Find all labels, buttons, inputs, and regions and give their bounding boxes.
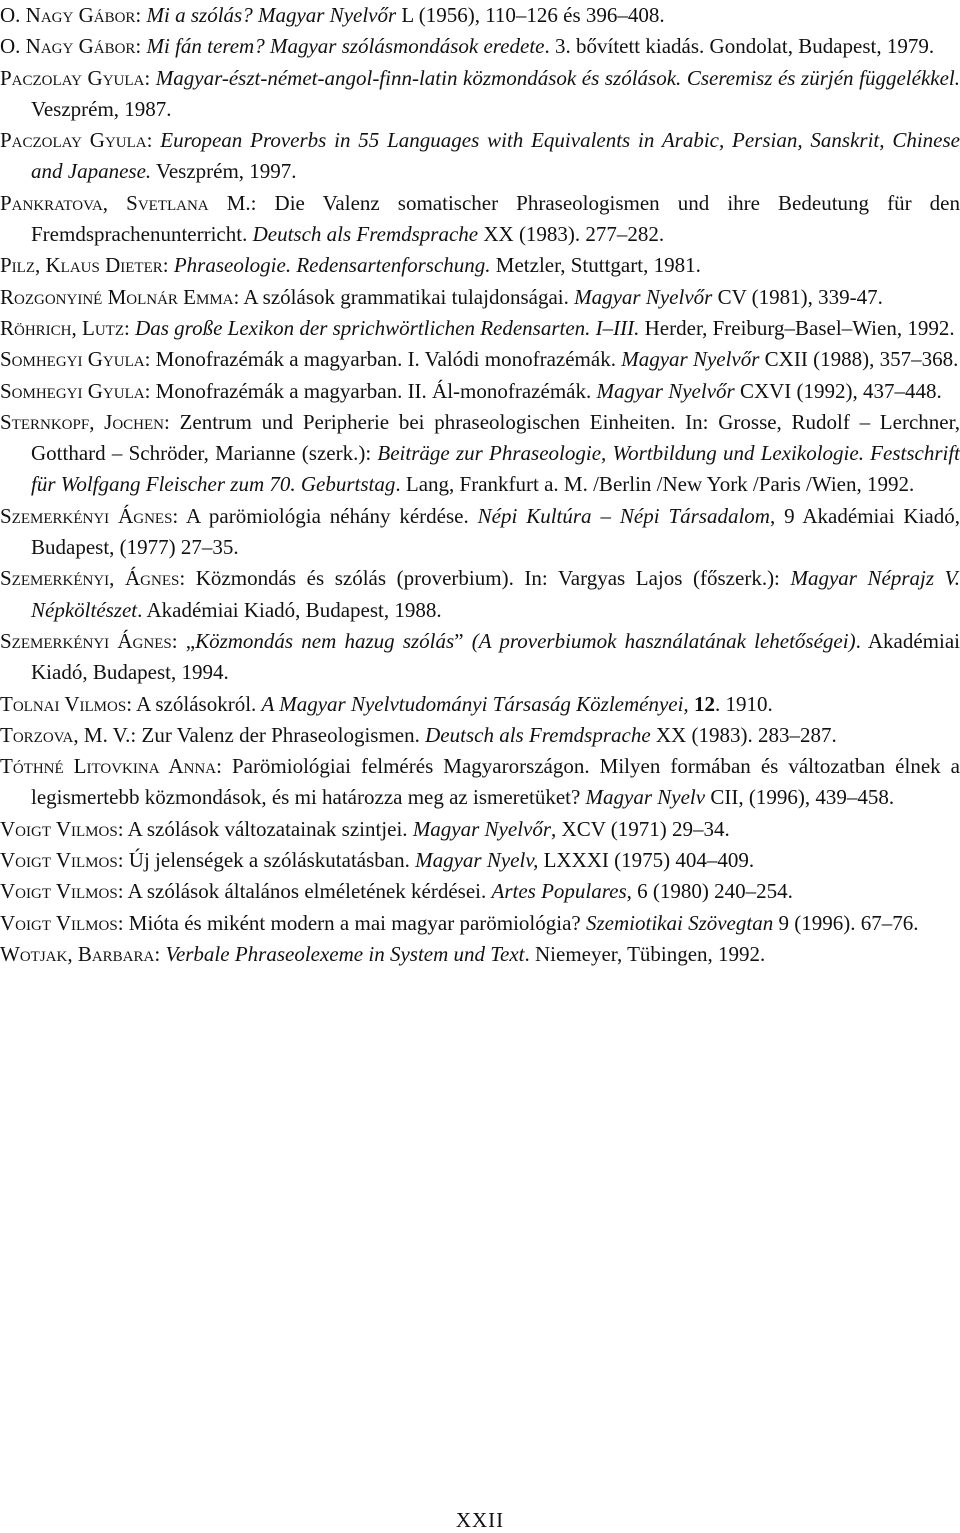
reference-text: : A parömiológia néhány kérdése. xyxy=(172,503,478,528)
reference-title: Népi Kultúra – Népi Társadalom xyxy=(477,503,770,528)
reference-title: Magyar Nyelvőr xyxy=(412,816,552,841)
reference-title: Artes Populares xyxy=(491,879,627,904)
reference-title: Beiträge zur Phraseologie, Wortbildung und Lexikologie. Festschrift für Wolfgang Fleischer zum 70. Geburtstag xyxy=(31,441,960,497)
reference-text: : A szólások változatainak szintjei. xyxy=(117,816,413,841)
reference-text: : Monofrazémák a magyarban. I. Valódi monofrazémák. xyxy=(144,347,622,372)
reference-entry xyxy=(0,501,960,564)
reference-text: CXVI (1992), 437–448. xyxy=(734,378,942,403)
reference-entry xyxy=(0,876,960,907)
reference-author: Somhegyi Gyula xyxy=(0,347,145,372)
reference-entry xyxy=(0,626,960,689)
reference-title: Magyar Nyelv xyxy=(585,785,706,810)
reference-text: : Die Valenz somatischer Phraseologismen und ihre Bedeutung für den Fremdsprachenunterricht. xyxy=(31,190,960,247)
reference-text: 9 (1996). 67–76. xyxy=(773,910,919,935)
reference-text: : Parömiológiai felmérés Magyarországon. Milyen formában és változatban élnek a legismertebb közmondások, és mi határozza meg az ismeretüket? xyxy=(31,754,960,810)
reference-author: Tóthné Litovkina Anna xyxy=(0,754,217,779)
reference-entry xyxy=(0,344,960,375)
reference-text: : „ xyxy=(171,628,196,653)
reference-author: Tolnai Vilmos xyxy=(0,691,127,716)
reference-entry xyxy=(0,407,960,501)
reference-title: Mi fán terem? Magyar szólásmondások eredete xyxy=(146,34,545,59)
reference-author: Szemerkényi Ágnes xyxy=(0,503,173,528)
reference-author: Röhrich, Lutz xyxy=(0,315,124,340)
reference-author: Paczolay Gyula xyxy=(0,65,145,90)
reference-title: A Magyar Nyelvtudományi Társaság Közleményei, xyxy=(261,691,689,716)
reference-entry xyxy=(0,814,960,845)
reference-author: Wotjak, Barbara xyxy=(0,941,155,966)
reference-title: Magyar Nyelvőr xyxy=(596,378,735,403)
reference-entry xyxy=(0,751,960,814)
reference-text: . 3. bővített kiadás. Gondolat, Budapest, 1979. xyxy=(544,34,935,59)
reference-text: : A szólásokról. xyxy=(126,691,262,716)
reference-entry xyxy=(0,845,960,876)
reference-text: : xyxy=(144,65,156,90)
reference-title: European Proverbs in 55 Languages with Equivalents in Arabic, Persian, Sanskrit, Chinese and Japanese. xyxy=(31,128,960,184)
reference-text: , 6 (1980) 240–254. xyxy=(626,879,793,904)
reference-entry xyxy=(0,939,960,970)
reference-text: , XCV (1971) 29–34. xyxy=(551,816,730,841)
reference-entry xyxy=(0,720,960,751)
reference-text: . Akadémiai Kiadó, Budapest, 1994. xyxy=(31,628,960,685)
reference-text: : xyxy=(154,941,166,966)
reference-text: CV (1981), 339-47. xyxy=(712,284,883,309)
reference-title: Phraseologie. Redensartenforschung. xyxy=(173,253,491,278)
reference-text: XX (1983). 283–287. xyxy=(650,722,837,747)
reference-text: Herder, Freiburg–Basel–Wien, 1992. xyxy=(639,315,955,340)
reference-entry xyxy=(0,63,960,126)
reference-author: Somhegyi Gyula xyxy=(0,378,145,403)
reference-title: Magyar Néprajz V. Népköltészet xyxy=(31,566,960,622)
reference-entry xyxy=(0,563,960,626)
reference-author: Szemerkényi Ágnes xyxy=(0,628,172,653)
reference-author: Pankratova, Svetlana M. xyxy=(0,190,251,215)
reference-text: : Közmondás és szólás (proverbium). In: Vargyas Lajos (főszerk.): xyxy=(179,566,791,591)
reference-text: Veszprém, 1997. xyxy=(151,159,297,184)
reference-entry xyxy=(0,689,960,720)
reference-title: Magyar-észt-német-angol-finn-latin közmondások és szólások. Cseremisz és zürjén függelékkel. xyxy=(155,65,960,90)
reference-text: : Monofrazémák a magyarban. II. Ál-monofrazémák. xyxy=(144,378,597,403)
reference-text: : xyxy=(135,3,147,27)
reference-text: Veszprém, 1987. xyxy=(31,96,172,121)
reference-text: . 1910. xyxy=(714,691,773,716)
page-number: XXII xyxy=(455,1508,505,1532)
reference-author: Voigt Vilmos xyxy=(0,879,118,904)
reference-text: LXXXI (1975) 404–409. xyxy=(538,848,755,873)
reference-text: : Zentrum und Peripherie bei phraseologischen Einheiten. In: Grosse, Rudolf – Lerchner, Gotthard – Schröder, Marianne (szerk.): xyxy=(31,409,960,466)
reference-text: ” xyxy=(454,628,472,653)
reference-entry xyxy=(0,0,960,31)
reference-author: Voigt Vilmos xyxy=(0,816,118,841)
reference-entry xyxy=(0,31,960,62)
reference-text: XX (1983). 277–282. xyxy=(478,222,665,247)
reference-title: Magyar Nyelv, xyxy=(415,848,539,873)
reference-title: Magyar Nyelvőr xyxy=(574,284,713,309)
reference-author: Voigt Vilmos xyxy=(0,910,118,935)
reference-text: : xyxy=(135,34,147,59)
reference-author: O. Nagy Gábor xyxy=(0,3,136,27)
reference-text: , 9 Akadémiai Kiadó, Budapest, (1977) 27–35. xyxy=(31,503,960,560)
reference-text: : A szólások grammatikai tulajdonságai. xyxy=(233,284,575,309)
reference-author: Pilz, Klaus Dieter xyxy=(0,253,163,278)
reference-text: Metzler, Stuttgart, 1981. xyxy=(490,253,701,278)
reference-title: Verbale Phraseolexeme in System und Text xyxy=(165,941,525,966)
reference-text: : Mióta és miként modern a mai magyar parömiológia? xyxy=(117,910,586,935)
reference-author: Torzova, M. V. xyxy=(0,722,131,747)
reference-entry xyxy=(0,125,960,188)
reference-author: Sternkopf, Jochen xyxy=(0,409,165,434)
reference-text: CXII (1988), 357–368. xyxy=(759,347,959,372)
reference-title: Magyar Nyelvőr xyxy=(621,347,760,372)
reference-text: . Lang, Frankfurt a. M. /Berlin /New York /Paris /Wien, 1992. xyxy=(395,472,915,497)
reference-text: : xyxy=(124,315,136,340)
reference-text: : Új jelenségek a szóláskutatásban. xyxy=(117,848,416,873)
reference-entry xyxy=(0,908,960,939)
reference-title: (A proverbiumok használatának lehetőségei) xyxy=(471,628,856,653)
reference-entry xyxy=(0,376,960,407)
reference-author: Paczolay Gyula xyxy=(0,128,147,153)
reference-title: Mi a szólás? Magyar Nyelvőr xyxy=(146,3,397,27)
reference-text: . Akadémiai Kiadó, Budapest, 1988. xyxy=(137,597,442,622)
reference-text: L (1956), 110–126 és 396–408. xyxy=(396,3,665,27)
reference-entry xyxy=(0,313,960,344)
reference-entry xyxy=(0,250,960,281)
reference-author: Szemerkényi, Ágnes xyxy=(0,566,180,591)
reference-author: Voigt Vilmos xyxy=(0,848,118,873)
reference-text: : A szólások általános elméletének kérdései. xyxy=(117,879,492,904)
reference-entry xyxy=(0,282,960,313)
reference-title: Szemiotikai Szövegtan xyxy=(586,910,774,935)
reference-text: : Zur Valenz der Phraseologismen. xyxy=(130,722,426,747)
reference-title: Közmondás nem hazug szólás xyxy=(195,628,455,653)
reference-title: Das große Lexikon der sprichwörtlichen Redensarten. I–III. xyxy=(135,315,640,340)
reference-text: CII, (1996), 439–458. xyxy=(705,785,895,810)
reference-author: O. Nagy Gábor xyxy=(0,34,136,59)
reference-text: : xyxy=(146,128,161,153)
reference-text: 12 xyxy=(693,691,715,716)
reference-author: Rozgonyiné Molnár Emma xyxy=(0,284,234,309)
reference-title: Deutsch als Fremdsprache xyxy=(425,722,651,747)
reference-text: : xyxy=(162,253,174,278)
reference-entry xyxy=(0,188,960,251)
reference-text: . Niemeyer, Tübingen, 1992. xyxy=(524,941,766,966)
reference-title: Deutsch als Fremdsprache xyxy=(252,222,479,247)
